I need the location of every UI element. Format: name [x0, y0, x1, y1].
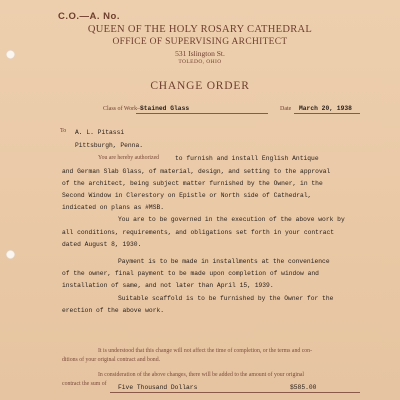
punch-hole-bottom	[6, 250, 15, 259]
body-line-8: dated August 8, 1930.	[62, 241, 142, 248]
body-line-13: erection of the above work.	[62, 307, 165, 314]
footer-line-2: ditions of your original contract and bond.	[62, 357, 161, 363]
body-line-2: and German Slab Glass, of material, design, and setting to the approval	[62, 168, 331, 175]
footer-line-4: contract the sum of	[62, 381, 107, 387]
document-title: CHANGE ORDER	[150, 80, 250, 92]
office-address: 531 Islington St.	[175, 49, 225, 58]
recipient-city: Pittsburgh, Penna.	[75, 142, 144, 149]
class-of-work-line	[136, 113, 268, 114]
body-line-1: to furnish and install English Antique	[175, 155, 319, 162]
class-of-work-value: Stained Glass	[140, 105, 190, 112]
body-line-9: Payment is to be made in installments at the convenience	[118, 258, 330, 265]
sum-amount: $585.00	[290, 384, 317, 391]
body-line-12: Suitable scaffold is to be furnished by the Owner for the	[118, 295, 334, 302]
sum-in-words: Five Thousand Dollars	[118, 384, 198, 391]
class-of-work-label: Class of Work—	[103, 106, 144, 112]
office-city: TOLEDO, OHIO	[178, 59, 222, 65]
body-line-5: indicated on plans as #MSB.	[62, 204, 165, 211]
date-label: Date	[280, 106, 292, 112]
date-line	[294, 113, 360, 114]
sum-line	[110, 392, 360, 393]
body-line-3: of the architect, being subject matter furnished by the Owner, in the	[62, 180, 323, 187]
body-line-11: installation of same, and not later than April 15, 1939.	[62, 282, 274, 289]
body-line-7: all conditions, requirements, and obligations set forth in your contract	[62, 229, 335, 236]
body-line-10: of the owner, final payment to be made upon completion of window and	[62, 270, 319, 277]
footer-line-3: In consideration of the above changes, there will be added to the amount of your original	[98, 372, 305, 378]
office-name: OFFICE OF SUPERVISING ARCHITECT	[112, 37, 288, 47]
organization-name: QUEEN OF THE HOLY ROSARY CATHEDRAL	[87, 24, 313, 35]
body-intro-printed: You are hereby authorized	[98, 155, 160, 161]
co-number-label: C.O.—A. No.	[58, 11, 120, 22]
body-line-4: Second Window in Clerestory on Epistle or North side of Cathedral,	[62, 192, 312, 199]
body-line-6: You are to be governed in the execution of the above work by	[118, 216, 345, 223]
to-label: To	[60, 128, 67, 134]
date-value: March 20, 1938	[299, 105, 352, 112]
footer-line-1: It is understood that this change will not affect the time of completion, or the terms and con-	[98, 348, 313, 354]
recipient-name: A. L. Pitassi	[75, 129, 125, 136]
